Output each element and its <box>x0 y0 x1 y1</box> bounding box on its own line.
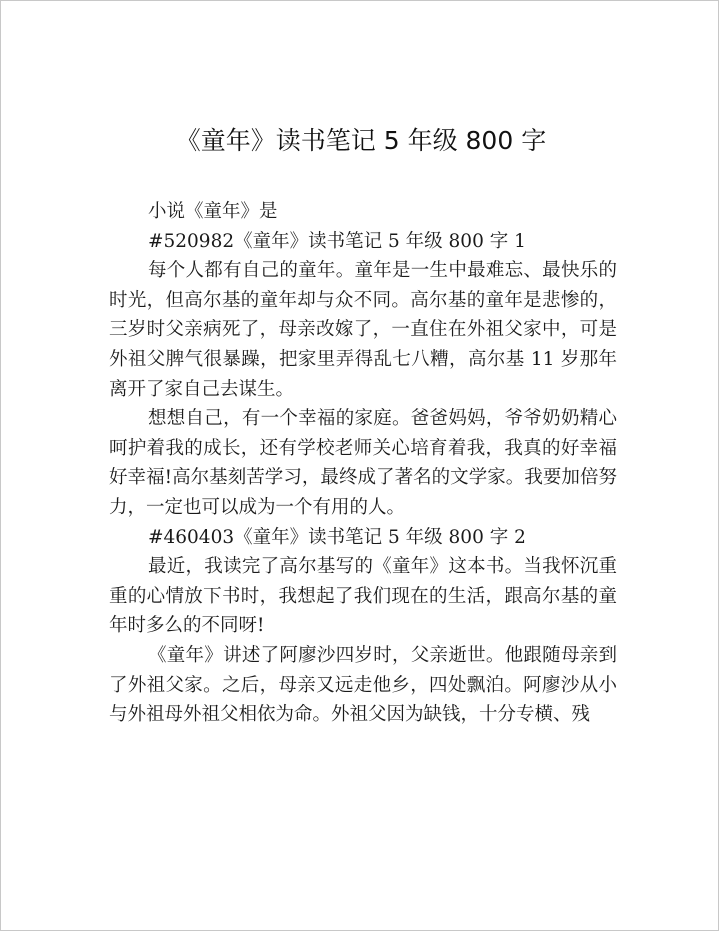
section-heading-2: #460403《童年》读书笔记 5 年级 800 字 2 <box>148 526 526 548</box>
paragraph: 最近，我读完了高尔基写的《童年》这本书。当我怀沉重重的心情放下书时，我想起了我们现在的生活，跟高尔基的童年时多么的不同呀! <box>109 556 617 637</box>
document-title: 《童年》读书笔记 5 年级 800 字 <box>175 126 547 155</box>
paragraph: 《童年》讲述了阿廖沙四岁时，父亲逝世。他跟随母亲到了外祖父家。之后，母亲又远走他乡，四处飘泊。阿廖沙从小与外祖母外祖父相依为命。外祖父因为缺钱，十分专横、残 <box>109 644 617 726</box>
paragraph-intro: 小说《童年》是 <box>148 201 278 222</box>
section-heading-1: #520982《童年》读书笔记 5 年级 800 字 1 <box>148 230 526 252</box>
document-body <box>109 197 617 730</box>
paragraph: 每个人都有自己的童年。童年是一生中最难忘、最快乐的时光，但高尔基的童年却与众不同。高尔基的童年是悲惨的，三岁时父亲病死了，母亲改嫁了，一直住在外祖父家中，可是外祖父脾气很暴躁，把家里弄得乱七八糟，高尔基 11 岁那年离开了家自己去谋生。 <box>109 260 617 400</box>
paragraph: 想想自己，有一个幸福的家庭。爸爸妈妈，爷爷奶奶精心呵护着我的成长，还有学校老师关心培育着我，我真的好幸福好幸福!高尔基刻苦学习，最终成了著名的文学家。我要加倍努力，一定也可以成为一个有用的人。 <box>109 408 617 518</box>
